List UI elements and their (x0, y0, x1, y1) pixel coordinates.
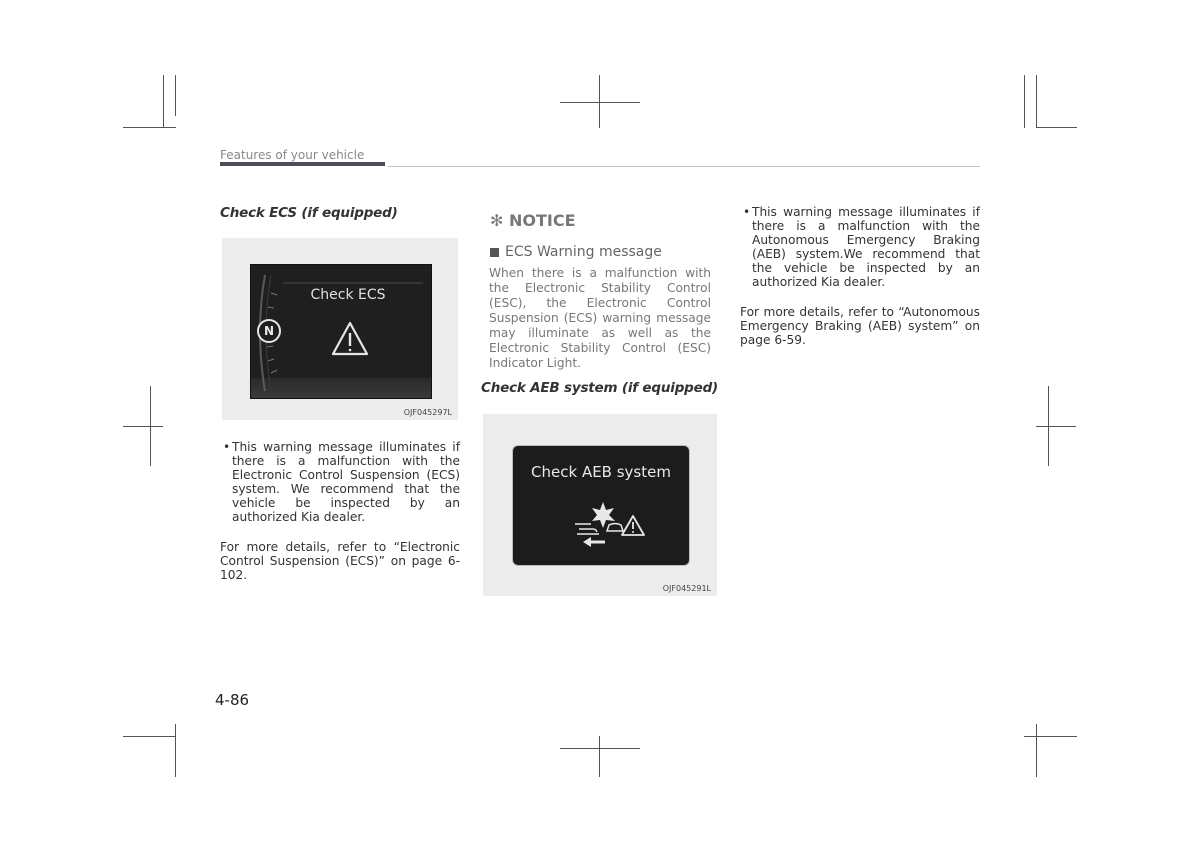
aeb-bullet-text: This warning message illuminates if there is a malfunction with the Autonomous Emergency Braking (AEB) system.We recommend that the vehicle be inspected by an authorized Kia dealer. (752, 205, 980, 289)
notice-subheading (490, 244, 662, 260)
ecs-reference: For more details, refer to “Electronic Control Suspension (ECS)” on page 6-102. (220, 540, 460, 582)
ecs-bullet (220, 440, 460, 524)
notice-title: NOTICE (508, 211, 576, 230)
figure-code: OJF045297L (403, 408, 452, 417)
gear-indicator: N (263, 324, 275, 338)
square-bullet-icon (490, 248, 499, 257)
ecs-figure (222, 238, 458, 420)
section-title-aeb: Check AEB system (if equipped) (481, 380, 719, 396)
bullet-dot: • (223, 440, 231, 454)
aeb-bullet (740, 205, 980, 289)
ecs-display-screen (250, 264, 432, 399)
ecs-bullet-text: This warning message illuminates if there is a malfunction with the Electronic Control Suspension (ECS) system. We recommend that the vehicle be inspected by an authorized Kia dealer. (232, 440, 460, 524)
section-title-ecs: Check ECS (if equipped) (220, 205, 398, 221)
figure-code: OJF045291L (662, 584, 711, 593)
bullet-dot: • (743, 205, 751, 219)
header-rule (388, 166, 980, 167)
ecs-display-text: Check ECS (310, 287, 386, 303)
notice-subtitle: ECS Warning message (505, 244, 662, 260)
page-number: 4-86 (215, 691, 250, 709)
header-bar (220, 162, 385, 166)
notice-icon: ✻ (490, 211, 504, 230)
aeb-collision-icon (569, 498, 649, 554)
notice-heading (490, 211, 576, 230)
warning-triangle-icon (333, 323, 367, 354)
aeb-display-text: Check AEB system (531, 463, 671, 481)
running-header: Features of your vehicle (220, 148, 365, 162)
aeb-reference: For more details, refer to “Autonomous Emergency Braking (AEB) system” on page 6-59. (740, 305, 980, 347)
warning-triangle-icon (622, 516, 644, 535)
aeb-display-screen (512, 445, 690, 566)
aeb-figure (483, 414, 717, 596)
notice-body: When there is a malfunction with the Electronic Stability Control (ESC), the Electronic Control Suspension (ECS) warning message may illuminate as well as the Electronic Stability Control (ESC) Indicator Light. (489, 266, 711, 370)
